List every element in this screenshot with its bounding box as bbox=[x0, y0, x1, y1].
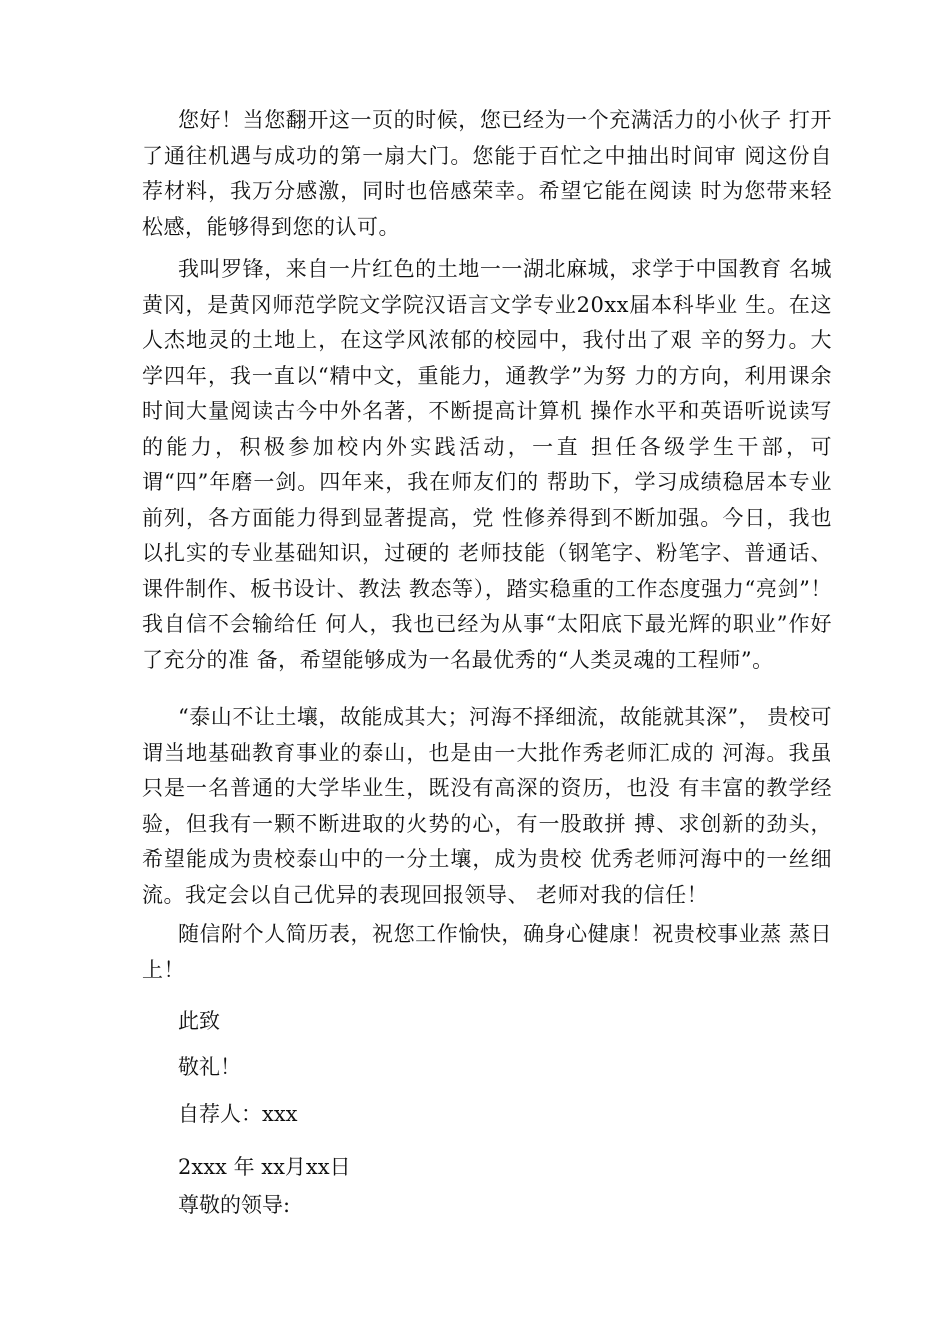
paragraph-greeting: 您好！当您翻开这一页的时候，您已经为一个充满活力的小伙子 打开了通往机遇与成功的第一扇大门。您能于百忙之中抽出时间审 阅这份自荐材料，我万分感激，同时也倍感荣幸。希望它能在阅读 时为您带来轻松感，能够得到您的认可。 bbox=[142, 108, 832, 239]
date-text: 2xxx 年 xx月xx日 bbox=[178, 1155, 351, 1179]
signature-text: 自荐人：xxx bbox=[178, 1102, 298, 1126]
paragraph-wishes: 随信附个人简历表，祝您工作愉快，确身心健康！祝贵校事业蒸 蒸日上！ bbox=[142, 922, 832, 982]
paragraph-self-introduction: 我叫罗锋，来自一片红色的土地一一湖北麻城，求学于中国教育 名城黄冈，是黄冈师范学院文学院汉语言文学专业20xx届本科毕业 生。在这人杰地灵的土地上，在这学风浓郁的校园中，我付出了艰 辛的努力。大学四年，我一直以“精中文，重能力，通教学”为努 力的方向，利用课余时间大量阅读古今中外名著，不断提高计算机 操作水平和英语听说读写的能力，积极参加校内外实践活动，一直 担任各级学生干部，可谓“四”年磨一剑。四年来，我在师友们的 帮助下，学习成绩稳居本专业前列，各方面能力得到显著提高，党 性修养得到不断加强。今日，我也以扎实的专业基础知识，过硬的 老师技能（钢笔字、粉笔字、普通话、课件制作、板书设计、教法 教态等），踏实稳重的工作态度强力“亮剑”！我自信不会输给任 何人，我也已经为从事“太阳底下最光辉的职业”作好了充分的准 备，希望能够成为一名最优秀的“人类灵魂的工程师”。 bbox=[142, 257, 832, 672]
salute-text: 敬礼！ bbox=[178, 1055, 241, 1079]
paragraph-school-praise: “泰山不让土壤，故能成其大；河海不择细流，故能就其深”， 贵校可谓当地基础教育事业的泰山，也是由一大批作秀老师汇成的 河海。我虽只是一名普通的大学毕业生，既没有高深的资历，也没 有丰富的教学经验，但我有一颗不断进取的火势的心，有一股敢拼 搏、求创新的劲头，希望能成为贵校泰山中的一分土壤，成为贵校 优秀老师河海中的一丝细流。我定会以自己优异的表现回报领导、 老师对我的信任！ bbox=[142, 705, 832, 907]
closing-text: 此致 bbox=[178, 1009, 220, 1033]
next-greeting-text: 尊敬的领导: bbox=[178, 1193, 291, 1217]
